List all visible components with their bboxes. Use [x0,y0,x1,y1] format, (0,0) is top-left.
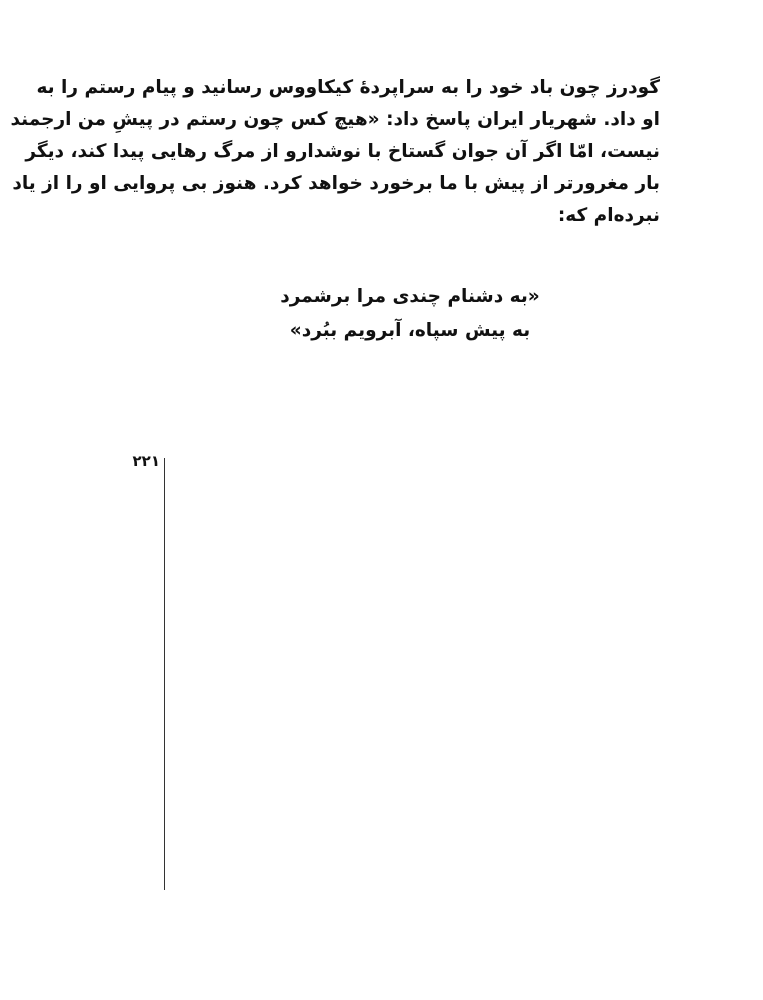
paragraph-line: بار مغرورتر از پیش با ما برخورد خواهد کرد. هنوز بی پروایی او را از یاد [12,173,660,194]
page-number: ۲۲۱ [132,452,160,470]
verse-line: به پیش سپاه، آبرویم ببُرد» [289,320,531,341]
paragraph-line: گودرز چون باد خود را به سراپردهٔ کیکاووس رسانید و پیام رستم را به [36,77,660,98]
paragraph-line: نبرده‌ام که: [557,205,660,226]
verse-line: «به دشنام چندی مرا برشمرد [280,286,540,307]
paragraph-line: نیست، امّا اگر آن جوان گستاخ با نوشدارو از مرگ رهایی پیدا کند، دیگر [25,141,660,162]
paragraph-line: او داد. شهریار ایران پاسخ داد: «هیچ کس چون رستم در پیشِ من ارجمند [10,109,660,130]
verse-couplet [260,280,560,348]
body-paragraph [10,72,660,232]
margin-rule [164,458,165,890]
